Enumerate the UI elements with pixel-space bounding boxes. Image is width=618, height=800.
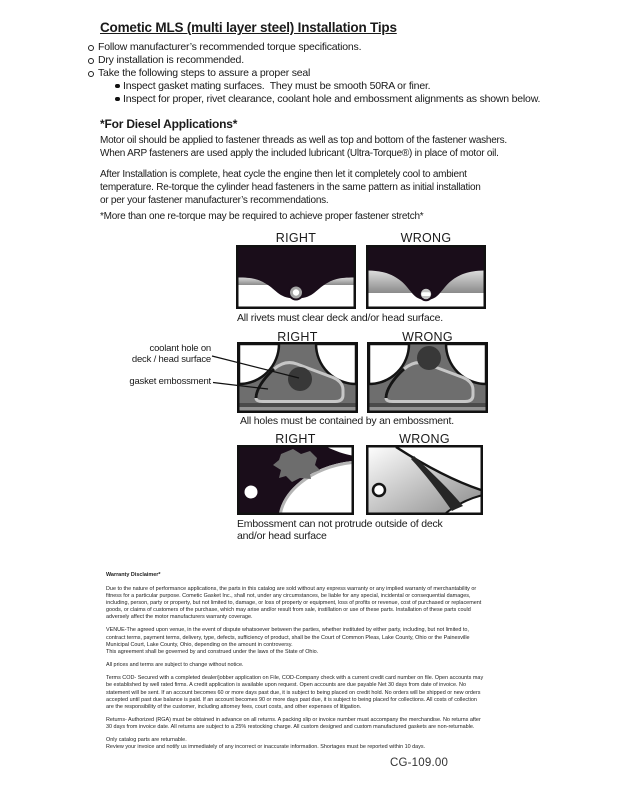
tip-text: Follow manufacturer’s recommended torque specifications.	[98, 41, 362, 53]
installation-tips-list	[88, 41, 540, 106]
protrusion-right-diagram	[237, 445, 354, 515]
row2-right-label: RIGHT	[277, 330, 318, 344]
disclaimer-warranty-paragraph: Due to the nature of performance applications, the parts in this catalog are sold without any express warranty or any implied warranty of merchantability or fitness for a particular purpose. Cometic Gasket Inc., shall not, under any circumstances, be liable for any special, incidental or consequential damages, including, person, party or property, but not limited to, damage, or loss of property or equipment, loss of profits or revenue, cost of purchased or replacement goods, or claims of customers of the purchase, which may arise and/or result from sale, instillation or use of these parts. Installation of these parts could adversely affect the motor manufacturers warranty coverage.	[106, 585, 482, 621]
open-bullet-icon	[88, 45, 94, 51]
diesel-paragraph-1: Motor oil should be applied to fastener threads as well as top and bottom of the fastener washers. When ARP fasteners are used apply the included lubricant (Ultra-Torque®) in place of motor oil.	[100, 135, 507, 160]
disclaimer-governed-paragraph: This agreement shall be governed by and construed under the laws of the State of Ohio.	[106, 648, 319, 655]
row3-right-label: RIGHT	[275, 432, 316, 446]
row1-caption: All rivets must clear deck and/or head surface.	[237, 312, 443, 324]
row1-right-label: RIGHT	[275, 231, 317, 245]
row2-wrong-label: WRONG	[402, 330, 453, 344]
disclaimer-returns-paragraph: Returns- Authorized (RGA) must be obtained in advance on all returns. A packing slip or invoice number must accompany the merchandise. No returns after 30 days from invoice date. All returns are subject to a 25% restocking charge. All custom designed and custom manufactured gaskets are non-returnable.	[106, 717, 481, 731]
open-bullet-icon	[88, 58, 94, 64]
diesel-heading: *For Diesel Applications*	[100, 117, 238, 131]
diesel-note: *More than one re-torque may be required to achieve proper fastener stretch*	[100, 211, 424, 222]
row3-caption: Embossment can not protrude outside of deck and/or head surface	[237, 518, 443, 542]
warranty-disclaimer-section	[106, 572, 536, 758]
embossment-wrong-diagram	[367, 342, 488, 413]
filled-bullet-icon	[115, 84, 120, 89]
list-item	[115, 93, 540, 106]
tip-text: Inspect gasket mating surfaces. They must be smooth 50RA or finer.	[123, 80, 431, 92]
list-item	[115, 80, 540, 93]
row3-wrong-label: WRONG	[399, 432, 450, 446]
filled-bullet-icon	[115, 97, 120, 102]
page-title: Cometic MLS (multi layer steel) Installation Tips	[100, 20, 397, 35]
disclaimer-terms-paragraph: Terms COD- Secured with a completed dealer/jobber application on File, COD-Company check with a current credit card number on file. Open accounts may be established by well rated firms. A credit application is available upon request. Open accounts are due payable Net 30 days from date of invoice. No statement will be sent. If an account becomes 60 or more days past due, it is subject to being placed on credit hold. No orders will be shipped or new orders accepted until past due balance is paid. If an account becomes 90 or more days past due, it is subject to being placed for collections. All costs of collection are the responsibility of the customer, including attorney fees, court costs, and other expenses of litigation.	[106, 675, 484, 710]
coolant-hole	[417, 346, 441, 370]
disclaimer-venue-paragraph: VENUE-The agreed upon venue, in the event of dispute whatsoever between the parties, whether instituted by either party, including, but not limited to, contract terms, payment terms, delivery, type, defects, sufficiency of product, shall be the Court of Common Pleas, Lake County, Ohio or the Painesville Municipal Court, Lake County, Ohio, depending on the amount in controversy.	[106, 627, 470, 648]
list-item	[88, 67, 540, 80]
list-item	[88, 54, 540, 67]
row2-caption: All holes must be contained by an embossment.	[240, 415, 454, 427]
disclaimer-heading: Warranty Disclaimer*	[106, 572, 161, 578]
rivet-wrong-diagram	[366, 245, 486, 309]
embossment-right-diagram	[237, 342, 358, 413]
document-number: CG-109.00	[390, 757, 449, 769]
coolant-hole-callout-label: coolant hole on deck / head surface	[131, 343, 211, 365]
diesel-paragraph-2: After Installation is complete, heat cycle the engine then let it completely cool to ambient temperature. Re-torque the cylinder head fasteners in the same pattern as initial installation or per your fastener manufacturer’s recommendations.	[100, 169, 481, 207]
open-bullet-icon	[88, 71, 94, 77]
disclaimer-catalog-paragraph: Only catalog parts are returnable. Review your invoice and notify us immediately of any incorrect or inaccurate information. Shortages must be reported within 10 days.	[106, 737, 426, 751]
rivet-right-diagram	[236, 245, 356, 309]
bolt-hole	[373, 484, 385, 496]
coolant-hole	[288, 367, 312, 391]
gasket-embossment-callout-label: gasket embossment	[129, 376, 211, 387]
row1-wrong-label: WRONG	[400, 231, 452, 245]
tip-text: Inspect for proper, rivet clearance, coolant hole and embossment alignments as shown below.	[123, 93, 541, 105]
protrusion-wrong-diagram	[366, 445, 483, 515]
tip-text: Dry installation is recommended.	[98, 54, 244, 66]
disclaimer-prices-paragraph: All prices and terms are subject to change without notice.	[106, 662, 244, 669]
list-item	[88, 41, 540, 54]
bolt-hole	[245, 486, 258, 499]
tip-text: Take the following steps to assure a proper seal	[98, 67, 311, 79]
